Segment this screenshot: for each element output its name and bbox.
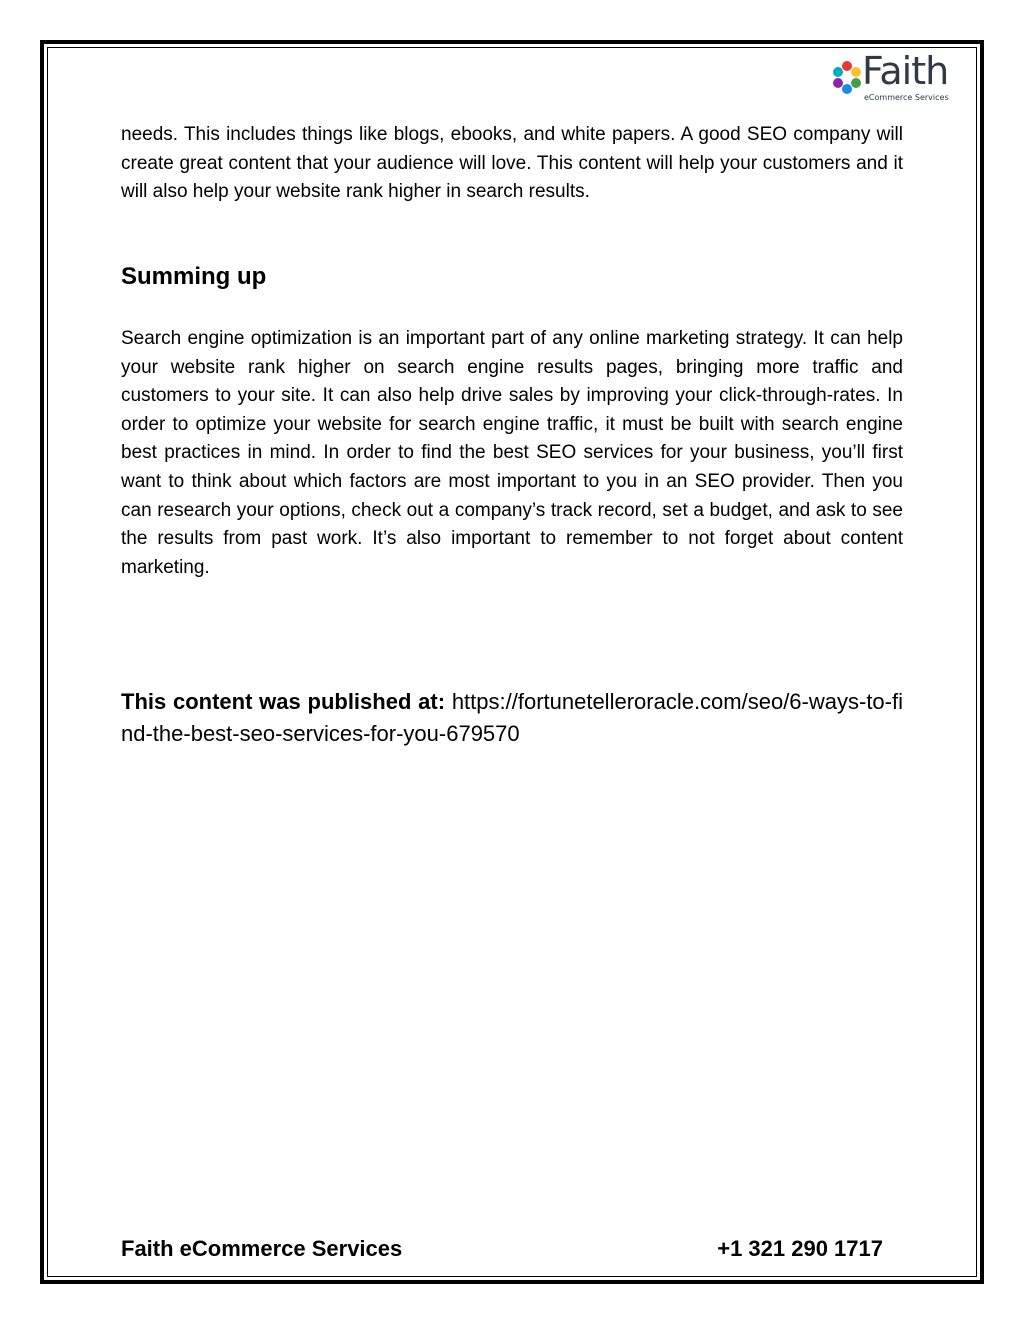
summing-up-body [121, 325, 903, 582]
footer-phone: +1 321 290 1717 [717, 1236, 883, 1261]
section-paragraph: Search engine optimization is an important part of any online marketing strategy. It can help your website rank higher on search engine results pages, bringing more traffic and customers to your site. It can also help drive sales by improving your click-through-rates. In order to optimize your website for search engine traffic, it must be built with search engine best practices in mind. In order to find the best SEO services for your business, you’ll first want to think about which factors are most important to you in an SEO provider. Then you can research your options, check out a company’s track record, set a budget, and ask to see the results from past work. It’s also important to remember to not forget about content marketing. [121, 328, 903, 578]
published-line [121, 686, 903, 750]
flower-logo-icon [832, 60, 862, 96]
logo-name: Faith [862, 49, 949, 93]
published-label: This content was published at: [121, 689, 446, 714]
published-section [121, 686, 903, 750]
footer-company: Faith eCommerce Services [121, 1236, 403, 1261]
page-footer [121, 1234, 883, 1264]
intro-paragraph: needs. This includes things like blogs, ebooks, and white papers. A good SEO company will create great content that your audience will love. This content will help your customers and it will also help your website rank higher in search results. [121, 124, 903, 203]
faith-logo [832, 49, 962, 108]
summing-up-section [121, 262, 903, 292]
page-border-inner [47, 47, 977, 1277]
published-url[interactable]: https://fortunetelleroracle.com/seo/6-ways-to-find-the-best-seo-services-for-you-679570 [121, 689, 903, 746]
intro-section [121, 121, 903, 207]
logo-tagline: eCommerce Services [864, 93, 949, 102]
section-heading: Summing up [121, 263, 267, 290]
